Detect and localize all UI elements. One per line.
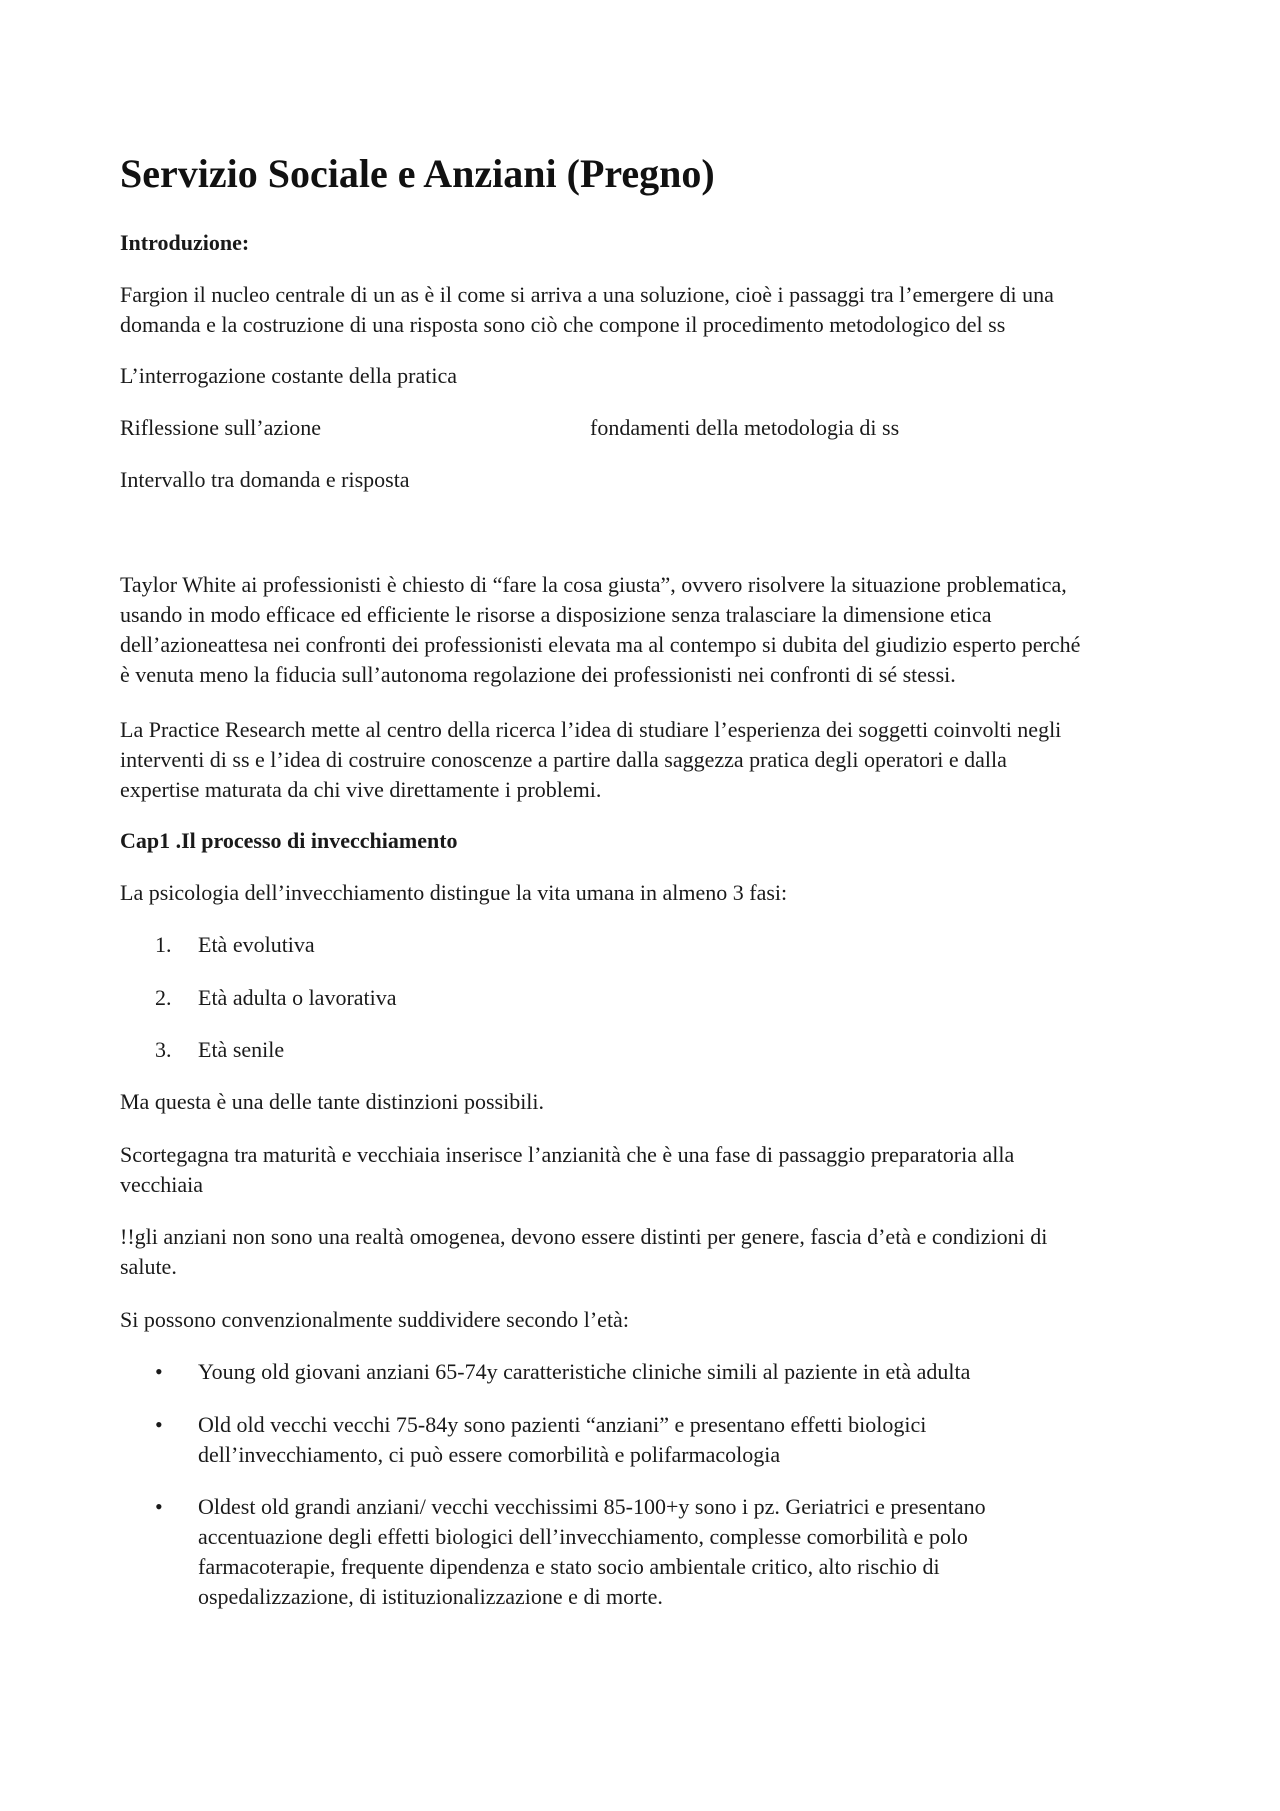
paragraph-line: dell’azioneattesa nei confronti dei professionisti elevata ma al contempo si dubita del giudizio esperto perché: [120, 632, 1081, 657]
paragraph-line: La Practice Research mette al centro della ricerca l’idea di studiare l’esperienza dei soggetti coinvolti negli: [120, 717, 1062, 742]
bullet-icon: •: [155, 1359, 163, 1384]
paragraph-suddivisione: Si possono convenzionalmente suddividere secondo l’età:: [120, 1307, 629, 1332]
bullet-icon: •: [155, 1412, 163, 1437]
paragraph-line: Taylor White ai professionisti è chiesto di “fare la cosa giusta”, ovvero risolvere la situazione problematica,: [120, 572, 1067, 597]
paragraph-line: salute.: [120, 1254, 177, 1279]
row-riflessione: [120, 413, 1170, 443]
bullet-line: Young old giovani anziani 65-74y caratteristiche cliniche simili al paziente in età adulta: [198, 1359, 971, 1384]
list-item-text: Età senile: [198, 1037, 285, 1062]
document-title: Servizio Sociale e Anziani (Pregno): [120, 151, 715, 196]
bullet-text: [198, 1357, 1158, 1387]
paragraph-psicologia: La psicologia dell’invecchiamento distingue la vita umana in almeno 3 fasi:: [120, 880, 788, 905]
bullet-text: [198, 1410, 1158, 1470]
paragraph-line: vecchiaia: [120, 1172, 204, 1197]
paragraph-line: !!gli anziani non sono una realtà omogenea, devono essere distinti per genere, fascia d’età e condizioni di: [120, 1224, 1048, 1249]
list-item-text: Età adulta o lavorativa: [198, 985, 397, 1010]
line-interrogazione: L’interrogazione costante della pratica: [120, 363, 457, 388]
paragraph-line: usando in modo efficace ed efficiente le risorse a disposizione senza tralasciare la dimensione etica: [120, 602, 992, 627]
paragraph-anziani-realta: [120, 1222, 1170, 1282]
bullet-line: dell’invecchiamento, ci può essere comorbilità e polifarmacologia: [198, 1442, 781, 1467]
paragraph-line: Scortegagna tra maturità e vecchiaia inserisce l’anzianità che è una fase di passaggio preparatoria alla: [120, 1142, 1015, 1167]
paragraph-distinzioni: Ma questa è una delle tante distinzioni possibili.: [120, 1089, 545, 1114]
line-intervallo: Intervallo tra domanda e risposta: [120, 467, 410, 492]
bullet-line: farmacoterapie, frequente dipendenza e stato socio ambientale critico, alto rischio di: [198, 1554, 940, 1579]
bullet-icon: •: [155, 1494, 163, 1519]
line-riflessione: Riflessione sull’azione: [120, 415, 322, 440]
cap1-heading: Cap1 .Il processo di invecchiamento: [120, 828, 458, 853]
paragraph-line: expertise maturata da chi vive direttamente i problemi.: [120, 777, 602, 802]
bullet-text: [198, 1492, 1158, 1612]
bullet-line: Oldest old grandi anziani/ vecchi vecchissimi 85-100+y sono i pz. Geriatrici e presentano: [198, 1494, 986, 1519]
paragraph-fargion: [120, 280, 1170, 340]
paragraph-line: Fargion il nucleo centrale di un as è il come si arriva a una soluzione, cioè i passaggi tra l’emergere di una: [120, 282, 1054, 307]
intro-heading: Introduzione:: [120, 230, 250, 255]
paragraph-line: domanda e la costruzione di una risposta sono ciò che compone il procedimento metodologico del ss: [120, 312, 1006, 337]
list-number: 2.: [155, 985, 172, 1010]
line-fondamenti: fondamenti della metodologia di ss: [590, 415, 900, 440]
paragraph-practice-research: [120, 715, 1170, 805]
list-number: 1.: [155, 932, 172, 957]
paragraph-scortegagna: [120, 1140, 1170, 1200]
bullet-line: Old old vecchi vecchi 75-84y sono pazienti “anziani” e presentano effetti biologici: [198, 1412, 927, 1437]
paragraph-line: è venuta meno la fiducia sull’autonoma regolazione dei professionisti nei confronti di sé stessi.: [120, 662, 956, 687]
list-number: 3.: [155, 1037, 172, 1062]
list-item-text: Età evolutiva: [198, 932, 315, 957]
paragraph-line: interventi di ss e l’idea di costruire conoscenze a partire dalla saggezza pratica degli operatori e dalla: [120, 747, 1007, 772]
paragraph-taylor-white: [120, 570, 1170, 690]
bullet-line: ospedalizzazione, di istituzionalizzazione e di morte.: [198, 1584, 663, 1609]
bullet-line: accentuazione degli effetti biologici dell’invecchiamento, complesse comorbilità e polo: [198, 1524, 968, 1549]
